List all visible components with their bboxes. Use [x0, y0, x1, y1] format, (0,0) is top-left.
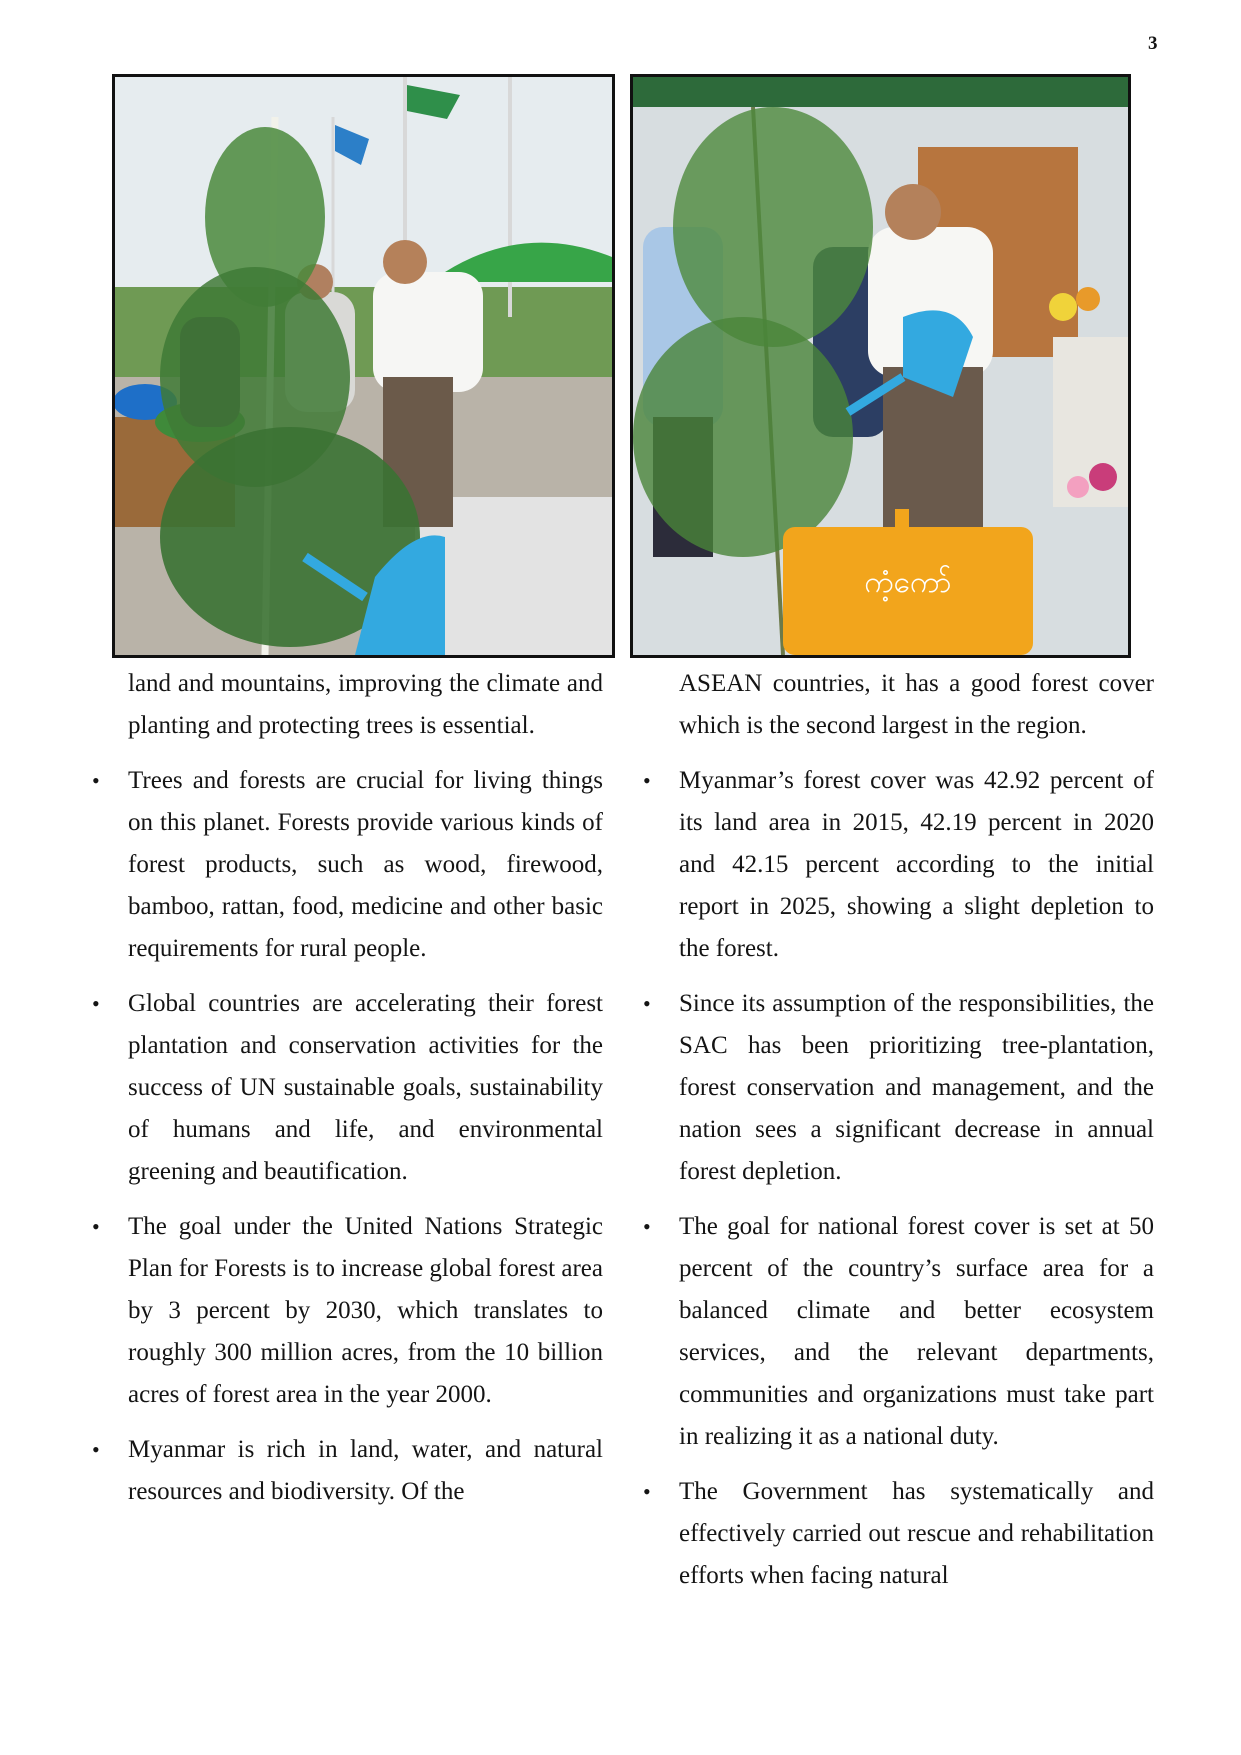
bullet-icon: •	[92, 991, 100, 1016]
left-column	[92, 663, 603, 1526]
bullet-icon: •	[92, 1214, 100, 1239]
page-number: 3	[1148, 33, 1158, 54]
bullet-icon: •	[643, 1479, 651, 1504]
bullet-icon: •	[643, 991, 651, 1016]
list-item	[92, 760, 603, 970]
list-item	[92, 1206, 603, 1416]
list-item-text: Myanmar is rich in land, water, and natural resources and biodiversity. Of the	[128, 1436, 603, 1505]
photo-tree-planting-icon	[115, 77, 612, 655]
list-item	[643, 1471, 1154, 1597]
photo-tree-watering	[630, 74, 1131, 658]
sign-label: ကံ့ကော်	[864, 565, 952, 600]
list-item-text: Global countries are accelerating their forest plantation and conservation activities for the success of UN sustainable goals, sustainability of humans and life, and environmental greening and beautification.	[128, 990, 603, 1185]
list-item-text: Since its assumption of the responsibilities, the SAC has been prioritizing tree-plantation, forest conservation and management, and the nation sees a significant decrease in annual forest depletion.	[679, 990, 1154, 1185]
list-item	[643, 1206, 1154, 1458]
list-item-text: Myanmar’s forest cover was 42.92 percent of its land area in 2015, 42.19 percent in 2020 and 42.15 percent according to the initial report in 2025, showing a slight depletion to the forest.	[679, 767, 1154, 962]
list-item	[643, 760, 1154, 970]
right-column	[643, 663, 1154, 1610]
bullet-icon: •	[92, 768, 100, 793]
right-intro-paragraph: ASEAN countries, it has a good forest cover which is the second largest in the region.	[679, 670, 1154, 739]
bullet-icon: •	[643, 1214, 651, 1239]
list-item	[92, 983, 603, 1193]
photo-tree-planting	[112, 74, 615, 658]
list-item-text: The goal under the United Nations Strategic Plan for Forests is to increase global forest area by 3 percent by 2030, which translates to roughly 300 million acres, from the 10 billion acres of forest area in the year 2000.	[128, 1213, 603, 1408]
list-item-text: The goal for national forest cover is set at 50 percent of the country’s surface area for a balanced climate and better ecosystem services, and the relevant departments, communities and organizations must take part in realizing it as a national duty.	[679, 1213, 1154, 1450]
list-item	[643, 983, 1154, 1193]
bullet-icon: •	[92, 1437, 100, 1462]
bullet-icon: •	[643, 768, 651, 793]
list-item	[92, 1429, 603, 1513]
list-item-text: Trees and forests are crucial for living things on this planet. Forests provide various kinds of forest products, such as wood, firewood, bamboo, rattan, food, medicine and other basic requirements for rural people.	[128, 767, 603, 962]
list-item-text: The Government has systematically and effectively carried out rescue and rehabilitation efforts when facing natural	[679, 1478, 1154, 1589]
left-intro-paragraph: land and mountains, improving the climate and planting and protecting trees is essential.	[128, 670, 603, 739]
photo-tree-watering-icon	[633, 77, 1128, 655]
